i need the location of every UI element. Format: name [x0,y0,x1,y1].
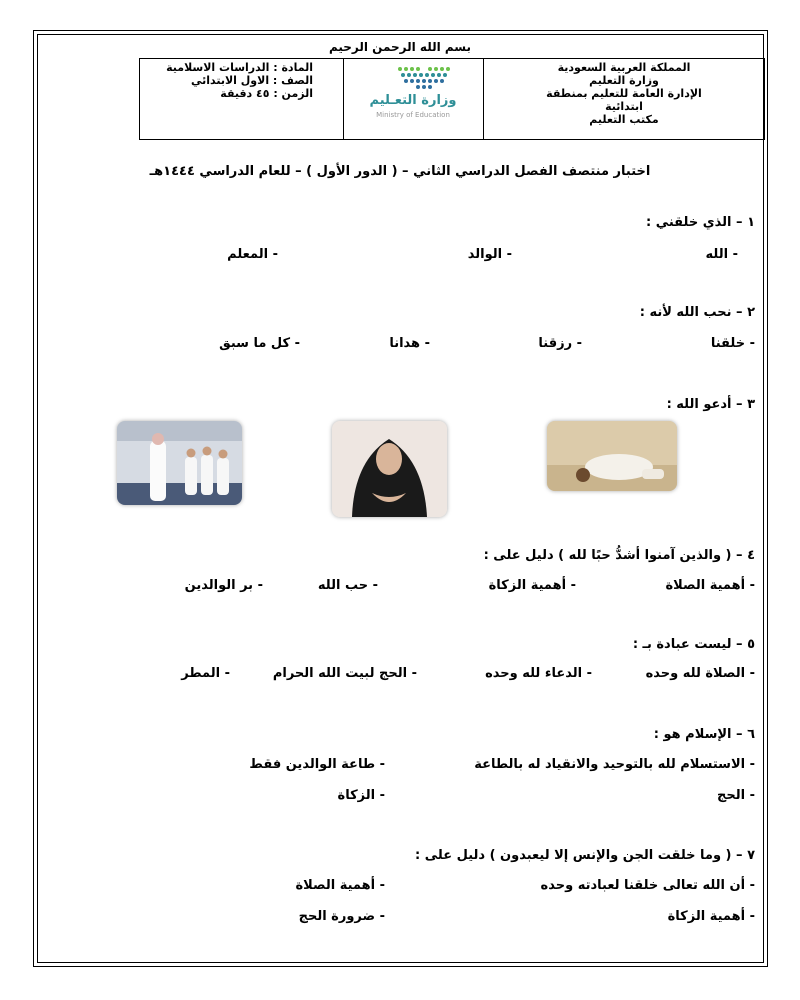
option[interactable]: - أهمية الزكاة [667,909,755,924]
header-line: المادة : الدراسات الاسلامية [166,61,313,74]
header-table [139,58,765,140]
option[interactable]: - كل ما سبق [219,336,300,351]
header-subject-cell [140,59,343,139]
header-line: الزمن : ٤٥ دقيقة [220,87,313,100]
photo-group-prayer[interactable] [117,421,242,505]
group-prayer-icon [117,421,242,505]
header-line: ابتدائية [605,100,643,113]
option[interactable]: - الاستسلام لله بالتوحيد والانقياد له بالطاعة [474,757,755,772]
question-4: ٤ – ( والذين آمنوا أشدُّ حبًا لله ) دليل على : [483,548,755,563]
question-7: ٧ – ( وما خلقت الجن والإنس إلا ليعبدون ) دليل على : [415,848,755,863]
option[interactable]: - ضرورة الحج [298,909,385,924]
option[interactable]: - هدانا [389,336,430,351]
option[interactable]: - رزقنا [538,336,582,351]
header-line: المملكة العربية السعودية [557,61,691,74]
exam-title: اختبار منتصف الفصل الدراسي الثاني – ( الدور الأول ) – للعام الدراسي ١٤٤٤هـ [149,164,651,179]
basmala: بسم الله الرحمن الرحيم [328,40,472,54]
question-2: ٢ – نحب الله لأنه : [639,305,755,320]
option[interactable]: - طاعة الوالدين فقط [249,757,385,772]
option[interactable]: - أهمية الصلاة [295,878,385,893]
option[interactable]: - المعلم [227,247,278,262]
header-line: مكتب التعليم [589,113,659,126]
header-line: الإدارة العامة للتعليم بمنطقة [546,87,702,100]
supplication-icon [332,421,447,517]
photo-prostration[interactable] [547,421,677,491]
option[interactable]: - الوالد [467,247,512,262]
option[interactable]: - حب الله [317,578,378,593]
option[interactable]: - الله [705,247,738,262]
header-ministry-cell [483,59,764,139]
photo-supplication[interactable] [332,421,447,517]
header-line: الصف : الاول الابتدائي [190,74,313,87]
logo-arabic-text: وزارة التعـليم [369,93,457,108]
header-line: وزارة التعليم [589,74,659,87]
option[interactable]: - الزكاة [337,788,385,803]
option[interactable]: - خلقنا [710,336,755,351]
header-logo-cell [343,59,483,139]
question-6: ٦ – الإسلام هو : [653,727,755,742]
option[interactable]: - أن الله تعالى خلقنا لعبادته وحده [540,878,755,893]
question-5: ٥ – ليست عبادة بـ : [632,637,755,652]
question-3: ٣ – أدعو الله : [666,397,755,412]
logo-english-text: Ministry of Education [376,111,450,119]
prostration-icon [547,421,677,491]
ministry-logo-icon [394,65,454,91]
question-1: ١ – الذي خلقني : [646,215,755,230]
option[interactable]: - الحج [717,788,755,803]
option[interactable]: - الصلاة لله وحده [645,666,755,681]
option[interactable]: - أهمية الصلاة [665,578,755,593]
option[interactable]: - بر الوالدين [184,578,263,593]
option[interactable]: - الحج لبيت الله الحرام [272,666,417,681]
option[interactable]: - الدعاء لله وحده [485,666,592,681]
option[interactable]: - المطر [181,666,230,681]
option[interactable]: - أهمية الزكاة [488,578,576,593]
